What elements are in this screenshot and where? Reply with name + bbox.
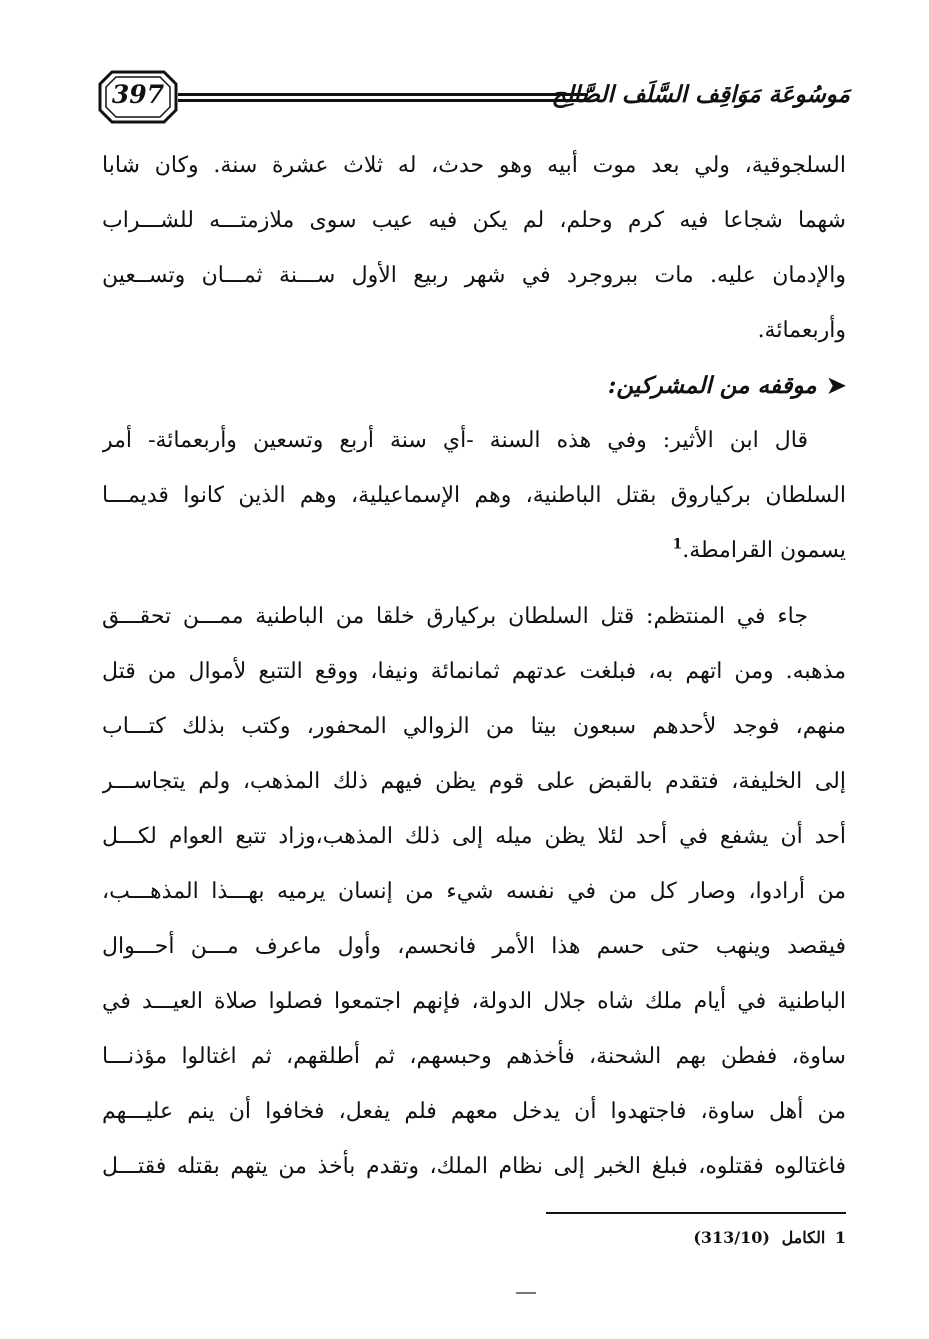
text-line: منهم، فوجد لأحدهم سبعون بيتا من الزوالي المحفور، وكتب بذلك كتـــاب [102, 714, 846, 739]
page-number-badge [98, 68, 178, 126]
footnote-source: الكامل [781, 1228, 826, 1247]
text-line: جاء في المنتظم: قتل السلطان بركيارق خلقا من الباطنية ممـــن تحقـــق [102, 604, 808, 629]
text-line-content: يسمون القرامطة. [682, 538, 846, 563]
text-line: مذهبه. ومن اتهم به، فبلغت عدتهم ثمانمائة ونيفا، ووقع التتبع لأموال من قتل [102, 659, 846, 684]
text-line: وأربعمائة. [757, 318, 846, 343]
text-line: أحد أن يشفع في أحد لئلا يظن ميله إلى ذلك المذهب،وزاد تتبع العوام لكـــل [102, 824, 846, 849]
footnote-reference[interactable]: 1 [672, 536, 683, 553]
footnote-number: 1 [834, 1228, 846, 1247]
text-line: والإدمان عليه. مات ببروجرد في شهر ربيع الأول ســـنة ثمـــان وتســعين [102, 263, 846, 288]
text-line: إلى الخليفة، فتقدم بالقبض على قوم يظن فيهم ذلك المذهب، ولم يتجاســـر [102, 769, 846, 794]
text-line: فيقصد وينهب حتى حسم هذا الأمر فانحسم، وأول ماعرف مـــن أحـــوال [102, 934, 846, 959]
header-rule [178, 93, 588, 103]
section-heading-text: موقفه من المشركين: [607, 372, 817, 399]
text-line: من أرادوا، وصار كل من في نفسه شيء من إنسان يرميه بهـــذا المذهـــب، [102, 879, 846, 904]
page-number: 397 [111, 80, 165, 109]
paragraph-2 [102, 413, 846, 578]
text-line [102, 523, 846, 578]
text-line: السلجوقية، ولي بعد موت أبيه وهو حدث، له ثلاث عشرة سنة. وكان شابا [102, 153, 846, 178]
page-header [98, 66, 850, 132]
paragraph-1 [102, 138, 846, 358]
footnote-page-reference: (313/10) [693, 1228, 770, 1247]
body-text [102, 138, 846, 1194]
text-line: فاغتالوه فقتلوه، فبلغ الخبر إلى نظام الملك، وتقدم بأخذ من يتهم بقتله فقتـــل [102, 1154, 846, 1179]
text-line: الباطنية في أيام ملك شاه جلال الدولة، فإنهم اجتمعوا فصلوا صلاة العيـــد في [102, 989, 846, 1014]
section-heading [102, 358, 846, 413]
text-line: السلطان بركياروق بقتل الباطنية، وهم الإسماعيلية، وهم الذين كانوا قديمـــا [102, 483, 846, 508]
text-line: من أهل ساوة، فاجتهدوا أن يدخل معهم فلم يفعل، فخافوا أن ينم عليـــهم [102, 1099, 846, 1124]
book-title: مَوسُوعَة مَوَاقِف السَّلَف الصَّالِح [551, 81, 850, 108]
page-bottom-mark [516, 1292, 536, 1294]
text-line: شهما شجاعا فيه كرم وحلم، لم يكن فيه عيب سوى ملازمتـــه للشـــراب [102, 208, 846, 233]
footnote-divider [546, 1212, 846, 1214]
paragraph-3 [102, 589, 846, 1194]
text-line: ساوة، ففطن بهم الشحنة، فأخذهم وحبسهم، ثم أطلقهم، ثم اغتالوا مؤذنـــا [102, 1044, 846, 1069]
footnote [693, 1228, 846, 1247]
text-line: قال ابن الأثير: وفي هذه السنة -أي سنة أربع وتسعين وأربعمائة- أمر [102, 428, 808, 453]
arrow-bullet-icon: ➤ [826, 372, 846, 399]
